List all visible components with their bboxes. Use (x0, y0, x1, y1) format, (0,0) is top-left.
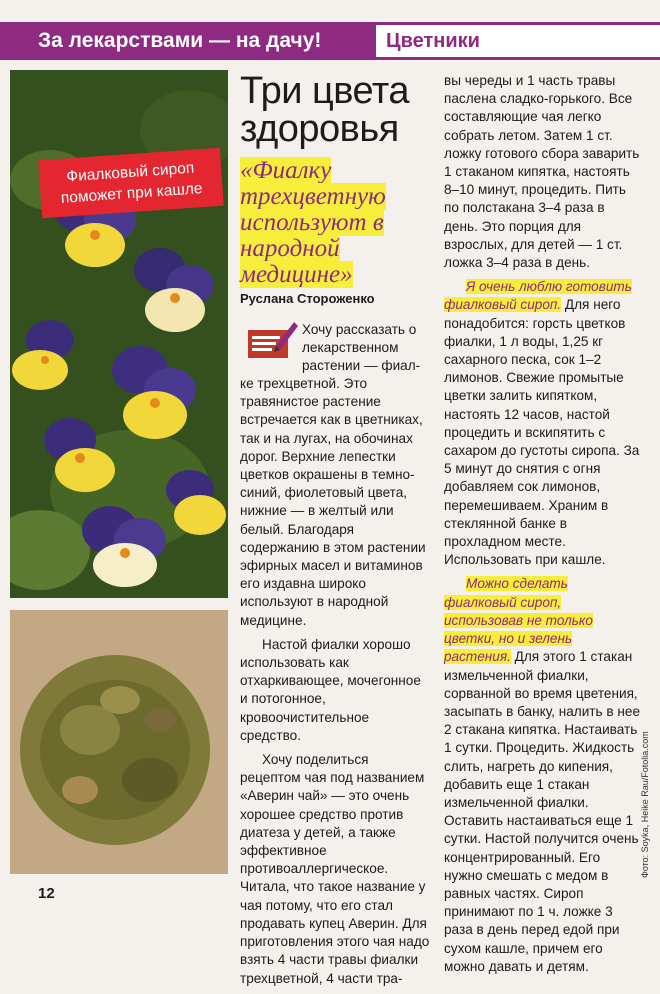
pen-paper-icon (246, 318, 298, 362)
dried-herbs-photo (10, 610, 228, 874)
paragraph-1-start: Хочу рассказать о лекарственном растении — фиал- (302, 322, 421, 374)
section-title: За лекарствами — на дачу! (30, 22, 374, 60)
text-column-1 (240, 375, 430, 994)
photo-credit: Фото: Soyka, Heike Rau/Fotolia.com (640, 731, 650, 878)
photo-caption: Фиалковый сироп поможет при кашле (38, 148, 224, 219)
paragraph-5: Я очень люблю готовить фиалковый сироп. Для него понадобится: горсть цветков фиалки, 1 л воды, 1,25 кг сахарного песка, сок 1–2 лимонов. Свежие промытые цветки залить кипятком, настоять 12 часов, настой процедить и вскипятить с сахаром до густоты сиропа. За 5 минут до снятия с огня добавляем сок лимонов, перемешиваем. Храним в стеклянной банке в прохладном месте. Использовать при кашле. (444, 279, 640, 568)
pull-quote: «Фиалку трехцветную используют в народной медицине» (240, 157, 386, 288)
paragraph-3: Хочу поделиться рецептом чая под названием «Аверин чай» — это очень хорошее средство против диатеза у детей, а также эффективное противоаллергическое. Читала, что такое название у чая потому, что его стал продавать купец Аверин. Для приготовления этого чая надо взять 4 части травы фиалки трехцветной, 4 части тра- (240, 752, 430, 986)
section-header (0, 22, 660, 60)
paragraph-1: ке трехцветной. Это травянистое растение встречается как в цветниках, так и на лугах, на обочинах дорог. Верхние лепестки цветков окрашены в темно-синий, фиолетовый цвета, нижние — в желтый или белый. Благодаря содержанию в этом растении эфирных масел и витаминов его издавна широко используют в народной медицине. (240, 376, 426, 628)
text-column-1-top (302, 321, 428, 382)
highlight-greens: Можно сделать фиалковый сироп, использовав не только цветки, но и зелень растения. (444, 576, 593, 665)
highlight-syrup: Я очень люблю готовить фиалковый сироп. (444, 279, 632, 313)
pansy-photo (10, 70, 228, 598)
author-name: Руслана Стороженко (240, 291, 375, 306)
paragraph-4: вы череды и 1 часть травы паслена сладко-горького. Все составляющие чая легко собрать летом. Затем 1 ст. ложку готового сбора заварить 1 стаканом кипятка, настоять 8–10 минут, процедить. Пить по полстакана 3–4 раза в день. Это порция для взрослых, для детей — 1 ст. ложка 3–4 раза в день. (444, 73, 640, 271)
article-title: Три цвета здоровья (240, 70, 410, 150)
rubric-label: Цветники (376, 25, 660, 57)
paragraph-2: Настой фиалки хорошо использовать как отхаркивающее, мочегонное и потогонное, кровоочистительное средство. (240, 636, 421, 743)
paragraph-6: Можно сделать фиалковый сироп, использовав не только цветки, но и зелень растения. Для этого 1 стакан измельченной фиалки, сорванной во время цветения, засыпать в банку, налить в нее 2 стакана кипятка. Настаивать 1 сутки. Процедить. Жидкость слить, нагреть до кипения, добавить еще 1 стакан измельченной фиалки. Оставить настаиваться еще 1 сутки. Настой получится очень концентрированный. Его нужно смешать с медом в равных частях. Сироп принимают по 1 ч. ложке 3 раза в день перед едой при сухом кашле, причем его можно давать и детям. (444, 576, 641, 974)
page-number: 12 (38, 885, 55, 902)
text-column-2 (444, 72, 642, 982)
